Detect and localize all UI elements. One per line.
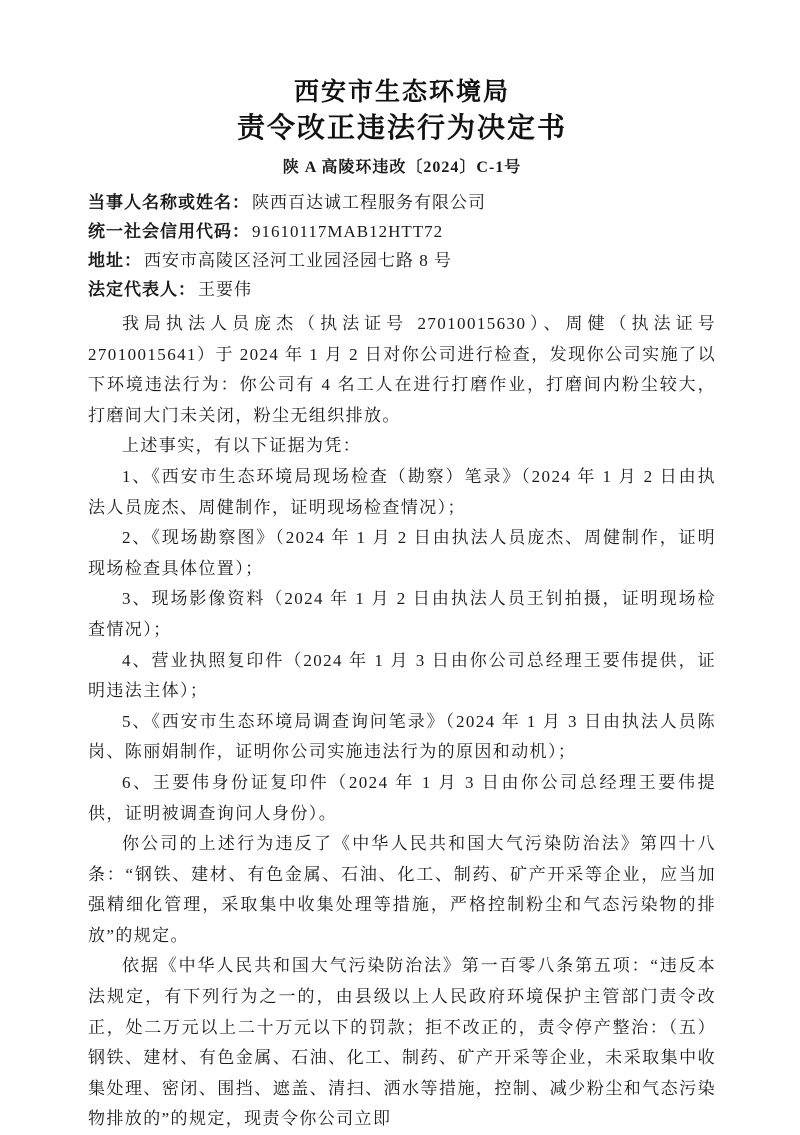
field-party-name-value: 陕西百达诚工程服务有限公司 (252, 193, 486, 212)
field-credit-code-value: 91610117MAB12HTT72 (252, 222, 444, 241)
paragraph-violated-law: 你公司的上述行为违反了《中华人民共和国大气污染防治法》第四十八条：“钢铁、建材、有色金属、石油、化工、制药、矿产开采等企业，应当加强精细化管理，采取集中收集处理等措施，严格控制粉尘和气态污染物的排放”的规定。 (88, 834, 716, 945)
paragraph-legal-basis: 依据《中华人民共和国大气污染防治法》第一百零八条第五项：“违反本法规定，有下列行为之一的，由县级以上人民政府环境保护主管部门责令改正，处二万元以上二十万元以下的罚款；拒不改正的，责令停产整治：（五）钢铁、建材、有色金属、石油、化工、制药、矿产开采等企业，未采取集中收集处理、密闭、围挡、遮盖、清扫、洒水等措施，控制、减少粉尘和气态污染物排放的”的规定，现责令你公司立即 (88, 956, 716, 1129)
field-party-name (88, 188, 716, 217)
field-party-name-label: 当事人名称或姓名： (88, 193, 250, 212)
field-address (88, 246, 716, 275)
field-credit-code (88, 217, 716, 246)
field-address-label: 地址： (88, 251, 142, 270)
paragraph-evidence-intro: 上述事实，有以下证据为凭： (122, 436, 362, 456)
field-legal-representative-value: 王要伟 (198, 280, 252, 299)
document-body (88, 309, 716, 1135)
evidence-item-4: 4、营业执照复印件（2024 年 1 月 3 日由你公司总经理王要伟提供，证明违法主体）； (88, 650, 716, 701)
doc-number: 陕 A 高陵环违改〔2024〕C-1号 (282, 159, 522, 176)
field-credit-code-label: 统一社会信用代码： (88, 222, 250, 241)
evidence-item-2: 2、《现场勘察图》（2024 年 1 月 2 日由执法人员庞杰、周健制作，证明现场检查具体位置）； (88, 528, 716, 578)
doc-title: 责令改正违法行为决定书 (236, 112, 567, 143)
evidence-item-3: 3、现场影像资料（2024 年 1 月 2 日由执法人员王钊拍摄，证明现场检查情况）； (88, 589, 716, 639)
paragraph-inspection-findings: 我局执法人员庞杰（执法证号 27010015630）、周健（执法证号 27010015641）于 2024 年 1 月 2 日对你公司进行检查，发现你公司实施了以下环境违法行为：你公司有 4 名工人在进行打磨作业，打磨间内粉尘较大，打磨间大门未关闭，粉尘无组织排放。 (88, 314, 716, 425)
field-legal-representative-label: 法定代表人： (88, 280, 196, 299)
evidence-item-5: 5、《西安市生态环境局调查询问笔录》（2024 年 1 月 3 日由执法人员陈岗、陈丽娟制作，证明你公司实施违法行为的原因和动机）； (88, 711, 716, 762)
field-address-value: 西安市高陵区泾河工业园泾园七路 8 号 (144, 251, 452, 270)
party-info-fields (88, 188, 716, 304)
field-legal-representative (88, 275, 716, 304)
evidence-item-6: 6、王要伟身份证复印件（2024 年 1 月 3 日由你公司总经理王要伟提供，证明被调查询问人身份）。 (88, 772, 716, 823)
org-title: 西安市生态环境局 (293, 78, 510, 106)
evidence-item-1: 1、《西安市生态环境局现场检查（勘察）笔录》（2024 年 1 月 2 日由执法人员庞杰、周健制作，证明现场检查情况）； (88, 466, 716, 517)
